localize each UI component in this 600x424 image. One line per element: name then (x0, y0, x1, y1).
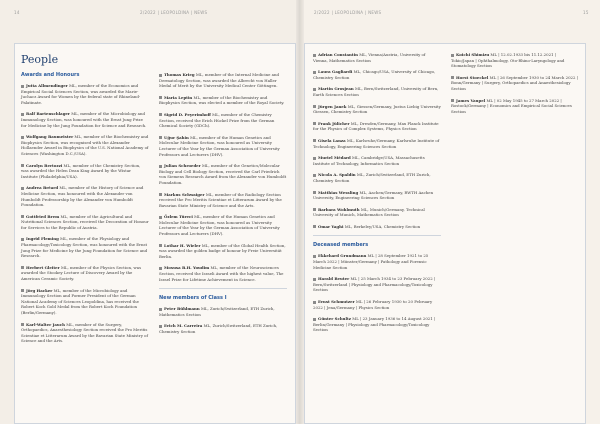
person-name: Sigrid D. Peyerimhoff (164, 111, 211, 117)
person-details: ML, Zurich/Switzerland, ETH Zurich, Chemistry Section (313, 172, 431, 183)
section-divider (313, 235, 441, 236)
person-name: Adrian Constantin (318, 52, 358, 57)
list-item (313, 190, 441, 201)
bullet-square-icon (159, 216, 162, 219)
bullet-square-icon (313, 157, 316, 160)
spine-gutter (296, 0, 304, 424)
person-details: ML, member of the Genetics/Molecular Biology and Cell Biology Section, received the Carl Friedrich von Siemens Research Award from the Alexander von Humboldt Foundation. (159, 163, 287, 185)
person-name: Jürgen Janek (318, 103, 347, 109)
person-details: ML, Cambridge/USA, Massachusetts Institute of Technology, Informatics Section (313, 155, 425, 166)
person-name: Lothar H. Wieler (164, 242, 201, 248)
bullet-square-icon (313, 105, 316, 108)
person-details: ML, Dresden/Germany, Max Planck Institute for the Physics of Complex Systems, Physics Section (313, 120, 439, 132)
deceased-heading: Deceased members (313, 242, 369, 249)
bullet-square-icon (313, 225, 316, 228)
deceased-list-col3 (313, 253, 441, 333)
list-item (21, 185, 149, 207)
person-details: ML, member of the Human Genetics and Molecular Medicine Section, was honoured as University Lecturer of the Year by the German Association of University Professors and Lecturers (DHV). (159, 214, 280, 237)
list-item (159, 192, 287, 209)
person-details: ML, Chicago/USA, University of Chicago, Chemistry Section (313, 69, 436, 80)
section-divider (159, 288, 287, 289)
person-details: ML, member of the Biochemistry and Biophysics Section, was elected a member of the Royal Society. (159, 94, 285, 106)
person-details: ML, member of the Microbiology and Immunology Section, was honoured with the Ernst Jung Prize for Medicine by the Jung Foundation for Science and Research. (21, 111, 147, 128)
bullet-square-icon (21, 215, 24, 218)
list-item (313, 276, 441, 293)
person-details: ML, member of the Physiology and Pharmacology/Toxicology Section, was honoured with the Ernst Jung Prize for Medicine by the Jung Foundation for Science and Research. (21, 236, 148, 259)
person-details: ML, member of the Internal Medicine and Dermatology Section, was awarded the Albrecht von Haller Medal of Merit by the University Medical Center Göttingen. (159, 72, 279, 89)
right-running-head: 2/2022 | LEOPOLDINA | NEWS (314, 10, 382, 15)
person-name: Julian Schroeder (164, 163, 201, 169)
person-details: ML, member of the Global Health Section, was awarded the golden badge of honour by Freie Universität Berlin. (159, 242, 286, 259)
person-details: ML | 12.02.1933 bis 11.12.2021 | Tokio/Japan | Ophthalmology, Oto-Rhino-Laryngology and Stomatology Section (451, 52, 565, 69)
person-name: Gottfried Brem (26, 213, 60, 219)
awards-heading: Awards and Honours (21, 72, 80, 78)
list-item (159, 323, 287, 334)
bullet-square-icon (451, 99, 454, 102)
person-name: Jutta Allmendinger (26, 83, 68, 88)
list-item (451, 98, 579, 115)
bullet-square-icon (159, 193, 162, 196)
person-name: Özlem Türeci (164, 214, 193, 220)
list-item (21, 236, 149, 258)
person-name: Barbara Wohlmuth (318, 206, 360, 212)
list-item (451, 52, 579, 69)
bullet-square-icon (159, 113, 162, 116)
people-panel-continued (304, 43, 586, 424)
person-name: Carolyn Bertozzi (26, 162, 63, 168)
column-4 (451, 52, 579, 120)
list-item (21, 111, 149, 128)
list-item (313, 299, 441, 310)
person-name: Uğur Şahin (164, 134, 189, 140)
person-name: Maria Leptin (164, 94, 193, 100)
person-details: ML, Karlsruhe/Germany, Karlsruhe Institute of Technology, Engineering Sciences Section (313, 137, 440, 149)
person-name: Erich M. Carreira (164, 323, 203, 329)
person-details: ML, member of the Neurosciences Section, received the Israeli Award with the highest value, The Israel Prize for Lifetime Achievement in Science. (159, 265, 284, 282)
bullet-square-icon (313, 208, 316, 211)
bullet-square-icon (313, 71, 316, 74)
new-members-list-col2 (159, 306, 287, 334)
person-details: ML | 26 February 1930 to 20 February 2022 | Jena/Germany | Physics Section (313, 299, 433, 310)
person-details: ML, member of the Microbiology and Immunology Section and Former President of the German National Academy of Sciences Leopoldina, has received the Robert Koch Gold Medal from the Robert Koch Foundation (Berlin/Germany). (21, 287, 139, 315)
awards-list-col1 (21, 83, 149, 344)
person-details: ML, member of the History of Science and Medicine Section, was honoured with the Alexander von Humboldt Professorship by the Alexander von Humboldt Foundation. (21, 185, 144, 208)
person-details: ML, member of the Surgery, Orthopaedics, Anaesthesiology Section received the Pro Meritis Scientiae et Litterarum Award by the Bavarian State Ministry of Science and the Arts. (21, 321, 148, 344)
list-item (313, 207, 441, 218)
list-item (159, 163, 287, 185)
person-details: ML, member of the Biochemistry and Biophysics Section, was recognised with the Alexander Hollaender Award in Biophysics of the U.S. National Academy of Sciences (Washington D.C./USA). (21, 134, 149, 156)
list-item (313, 104, 441, 115)
person-details: ML, member of the Radiology Section received the Pro Meritis Scientiae et Litterarum Award by the Bavarian State Ministry of Science and the Arts. (159, 191, 282, 208)
person-name: Herbert Gleiter (26, 264, 60, 270)
list-item (313, 86, 441, 97)
bullet-square-icon (313, 255, 316, 258)
person-name: Thomas Krieg (164, 72, 195, 77)
person-details: ML | 25 March 1934 to 23 February 2022 | Bern/Switzerland | Physiology and Pharmacology/Toxicology Section (313, 276, 436, 293)
bullet-square-icon (313, 191, 316, 194)
bullet-square-icon (451, 54, 454, 57)
person-name: Gisela Lanza (318, 137, 346, 143)
bullet-square-icon (159, 244, 162, 247)
person-details: ML, member of the Economics and Empirical Social Sciences Section, was awarded the Marie-Juchacz Award for Women by the federal state of Rhineland-Palatinate. (21, 83, 141, 105)
person-name: Günter Schultz (318, 316, 351, 322)
person-name: Matthias Wessling (318, 189, 359, 195)
list-item (313, 69, 441, 80)
bullet-square-icon (159, 165, 162, 168)
list-item (313, 52, 441, 63)
person-name: Nicola A. Spaldin (318, 172, 356, 178)
person-details: ML, member of the Human Genetics and Molecular Medicine Section, was honoured as University Lecturer of the Year by the German Association of University Professors and Lecturers (DHV). (159, 134, 280, 157)
list-item (159, 95, 287, 106)
list-item (159, 214, 287, 236)
bullet-square-icon (21, 85, 24, 88)
bullet-square-icon (159, 308, 162, 311)
list-item (159, 135, 287, 157)
person-name: Martin Grosjean (318, 86, 354, 92)
list-item (21, 134, 149, 156)
deceased-list-col4 (451, 52, 579, 114)
person-details: ML, Zurich/Switzerland, ETH Zurich, Chemistry Section (159, 323, 278, 334)
bullet-square-icon (21, 266, 24, 269)
bullet-square-icon (21, 289, 24, 292)
person-name: Peter Bühlmann (164, 306, 200, 312)
person-details: ML, Munich/Germany, Technical University of Munich, Mathematics Section (313, 206, 425, 218)
bullet-square-icon (313, 88, 316, 91)
list-item (451, 75, 579, 92)
bullet-square-icon (313, 139, 316, 142)
list-item (313, 316, 441, 333)
person-name: Ekkehard Grundmann (318, 253, 367, 259)
left-page-number: 14 (14, 10, 20, 15)
person-details: ML, Giessen/Germany, Justus Liebig University Giessen, Chemistry Section (313, 103, 441, 115)
bullet-square-icon (159, 74, 162, 77)
list-item (313, 138, 441, 149)
list-item (159, 243, 287, 260)
list-item (21, 322, 149, 344)
person-name: Harald Reuter (318, 276, 350, 282)
list-item (21, 83, 149, 105)
list-item (21, 265, 149, 282)
bullet-square-icon (313, 174, 316, 177)
bullet-square-icon (21, 323, 24, 326)
person-name: Muriel Médard (318, 155, 351, 161)
list-item (159, 306, 287, 317)
list-item (21, 288, 149, 316)
list-item (21, 163, 149, 180)
new-members-list-col3 (313, 52, 441, 229)
person-name: Mosusa B.H. Youdim (164, 265, 210, 271)
column-3 (313, 52, 441, 339)
person-name: Ernst Schmutzer (318, 299, 355, 305)
bullet-square-icon (21, 113, 24, 116)
list-item (313, 224, 441, 230)
person-details: ML, member of the Agricultural and Nutritional Sciences Section, received the Decoration of Honour for Services to the Republic of Austria. (21, 213, 149, 230)
person-details: ML | 02 May 1945 to 27 March 2022 | Rostock/Germany | Economics and Empirical Social Sciences Section (451, 97, 572, 114)
list-item (159, 265, 287, 282)
person-name: James Vaupel (456, 97, 486, 103)
column-1 (21, 53, 149, 350)
person-details: ML, Aachen/Germany, RWTH Aachen University, Engineering Sciences Section (313, 189, 434, 201)
person-details: ML | 28 September 1921 to 25 March 2022 | Münster/Germany | Pathology and Forensic Medicine Section (313, 253, 429, 270)
bullet-square-icon (313, 301, 316, 304)
bullet-square-icon (21, 164, 24, 167)
bullet-square-icon (159, 136, 162, 139)
bullet-square-icon (313, 278, 316, 281)
column-2 (159, 72, 287, 341)
bullet-square-icon (159, 267, 162, 270)
person-name: Omar Yaghi (318, 223, 344, 229)
bullet-square-icon (159, 96, 162, 99)
bullet-square-icon (313, 54, 316, 57)
person-details: ML, member of the Physics Section, was awarded the Stookey Lecture of Discovery Award by the American Ceramic Society. (21, 264, 142, 282)
list-item (21, 214, 149, 231)
person-details: ML, member of the Chemistry Section, received the Erich Hückel Prize from the German Chemical Society (GDCh). (159, 111, 275, 129)
left-running-head: 2/2022 | LEOPOLDINA | NEWS (140, 10, 208, 15)
awards-list-col2 (159, 72, 287, 282)
person-details: ML | 23 January 1936 to 14 August 2021 | Berlin/Germany | Physiology and Pharmacology/Toxicology Section (313, 316, 436, 333)
person-details: ML, Vienna/Austria, University of Vienna, Mathematics Section (313, 52, 426, 63)
right-page-number: 15 (583, 10, 589, 15)
list-item (313, 155, 441, 166)
list-item (313, 172, 441, 183)
person-name: Ingrid Fleming (26, 236, 59, 242)
person-name: Horst Stoeckel (456, 74, 489, 80)
list-item (159, 72, 287, 89)
person-name: Jörg Hacker (26, 287, 53, 293)
person-name: Markus Schwaiger (164, 191, 205, 197)
person-name: Koichi Shimizu (456, 52, 490, 57)
person-details: ML, Berkeley/USA, Chemistry Section (344, 223, 421, 229)
bullet-square-icon (21, 187, 24, 190)
list-item (313, 121, 441, 132)
person-name: Andrea Bréard (26, 185, 59, 191)
person-details: ML, member of the Chemistry Section, was awarded the Helen Dean King Award by the Wistar Institute (Philadelphia/USA). (21, 162, 141, 179)
person-name: Karl-Walter Jauch (26, 321, 65, 327)
bullet-square-icon (21, 238, 24, 241)
bullet-square-icon (313, 122, 316, 125)
bullet-square-icon (21, 136, 24, 139)
bullet-square-icon (159, 325, 162, 328)
person-name: Ralf Bartenschlager (26, 111, 70, 117)
bullet-square-icon (451, 76, 454, 79)
person-details: ML, Zurich/Switzerland, ETH Zurich, Mathematics Section (159, 306, 275, 317)
people-panel (14, 43, 296, 424)
person-details: ML | 26 September 1930 to 24 March 2022 | Bonn/Germany | Surgery, Orthopaedics and Anaesthesiology Section (451, 74, 579, 91)
person-name: Wolfgang Baumeister (26, 134, 74, 140)
right-page (300, 0, 600, 424)
person-name: Laura Gagliardi (318, 69, 353, 75)
list-item (159, 112, 287, 129)
bullet-square-icon (313, 318, 316, 321)
page-title: People (21, 53, 59, 66)
new-members-heading: New members of Class I (159, 295, 227, 302)
person-details: ML, Bern/Switzerland, University of Bern, Earth Sciences Section (313, 86, 439, 97)
person-name: Frank Jülicher (318, 120, 350, 126)
list-item (313, 253, 441, 270)
